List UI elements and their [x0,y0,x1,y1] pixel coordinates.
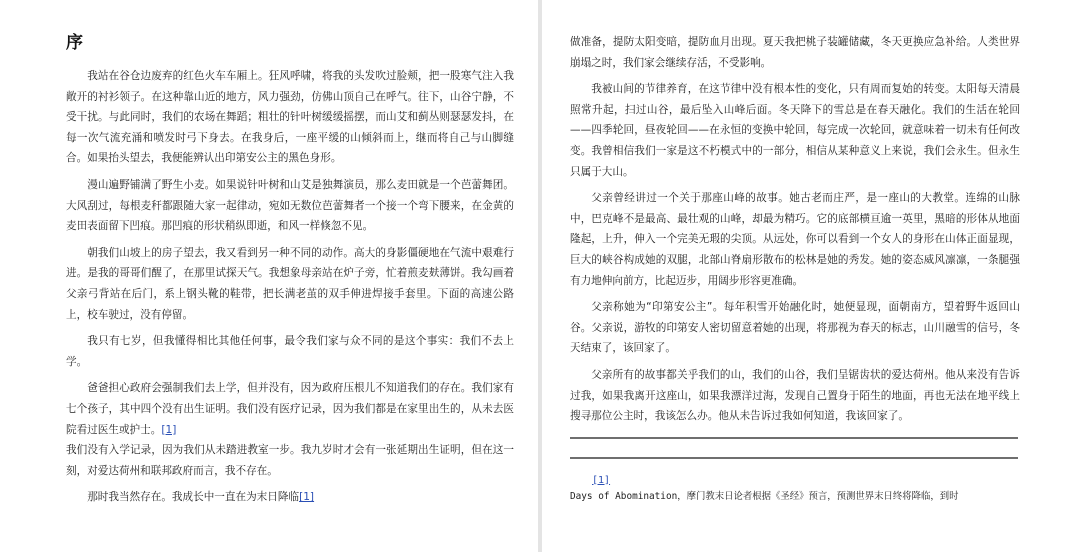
footnote-backlink[interactable]: [1] [592,474,611,486]
footnote-link[interactable]: [1] [299,491,315,504]
paragraph: 做准备，提防太阳变暗，提防血月出现。夏天我把桃子装罐储藏，冬天更换应急补给。人类世界崩塌之时，我们家会继续存活，不受影响。 [570,36,1020,69]
footnote [570,473,1020,505]
paragraph: 漫山遍野铺满了野生小麦。如果说针叶树和山艾是独舞演员，那么麦田就是一个芭蕾舞团。大风刮过，每根麦秆都跟随大家一起律动，宛如无数位芭蕾舞者一个接一个弯下腰来，在金黄的麦田表面留下凹痕。那凹痕的形状稍纵即逝，和风一样倏忽不见。 [66,178,514,233]
footnote-separator [570,437,1018,439]
paragraph: 我们没有入学记录，因为我们从未踏进教室一步。我九岁时才会有一张延期出生证明，但在这一刻，对爱达荷州和联邦政府而言，我不存在。 [66,444,514,477]
paragraph: 父亲曾经讲过一个关于那座山峰的故事。她古老而庄严，是一座山的大教堂。连绵的山脉中，巴克峰不是最高、最壮观的山峰，却最为精巧。它的底部横亘逾一英里，黑暗的形体从地面隆起，上升，伸入一个完美无瑕的尖顶。从远处，你可以看到一个女人的身形在山体正面显现，巨大的峡谷构成她的双腿，北部山脊扇形散布的松林是她的秀发。她的姿态威风凛凛，一条腿强有力地伸向前方，比起迈步，用阔步形容更准确。 [570,192,1020,287]
paragraph: 我站在谷仓边废弃的红色火车车厢上。狂风呼啸，将我的头发吹过脸颊，把一股寒气注入我敞开的衬衫领子。在这种靠山近的地方，风力强劲，仿佛山顶自己在呼气。往下，山谷宁静，不受干扰。与此同时，我们的农场在舞蹈；粗壮的针叶树缓缓摇摆，而山艾和蓟丛则瑟瑟发抖，在每一次气流充涌和喷发时弓下身去。在我身后，一座平缓的山倾斜而上，继而将自己与山脚缝合。如果抬头望去，我便能辨认出印第安公主的黑色身形。 [66,70,514,165]
paragraph: 父亲所有的故事都关乎我们的山，我们的山谷，我们呈锯齿状的爱达荷州。他从来没有告诉过我，如果我离开这座山，如果我漂洋过海，发现自己置身于陌生的地面，再也无法在地平线上搜寻那位公主时，我该怎么办。他从未告诉过我如何知道，我该回家了。 [570,368,1020,423]
paragraph [66,378,514,440]
footnote-separator [570,457,1018,459]
paragraph: 父亲称她为“印第安公主”。每年积雪开始融化时，她便显现，面朝南方，望着野牛返回山谷。父亲说，游牧的印第安人密切留意着她的出现，将那视为春天的标志，山川融雪的信号，冬天结束了，该回家了。 [570,301,1020,355]
paragraph: 朝我们山坡上的房子望去，我又看到另一种不同的动作。高大的身影僵硬地在气流中艰难行进。是我的哥哥们醒了，在那里试探天气。我想象母亲站在炉子旁，忙着煎麦麸薄饼。我勾画着父亲弓背站在后门，系上钢头靴的鞋带，把长满老茧的双手伸进焊接手套里。下面的高速公路上，校车驶过，没有停留。 [66,246,514,321]
paragraph: 我被山间的节律养育，在这节律中没有根本性的变化，只有周而复始的转变。太阳每天清晨照常升起，扫过山谷，最后坠入山峰后面。冬天降下的雪总是在春天融化。我们的生活在轮回——四季轮回，昼夜轮回——在永恒的变换中轮回，每完成一次轮回，就意味着一切未有任何改变。我曾相信我们一家是这不朽模式中的一部分，相信从某种意义上来说，我们会永生。但永生只属于大山。 [570,83,1020,178]
footnote-text: Days of Abomination，摩门教末日论者根据《圣经》预言，预测世界末日终将降临，到时 [570,490,959,502]
left-page [0,0,538,552]
right-page [542,0,1080,552]
paragraph [66,487,514,508]
footnote-link[interactable]: [1] [161,423,177,436]
paragraph: 我只有七岁，但我懂得相比其他任何事，最令我们家与众不同的是这个事实：我们不去上学。 [66,335,514,368]
paragraph-text: 那时我当然存在。我成长中一直在为末日降临 [87,491,300,504]
paragraph-text: 爸爸担心政府会强制我们去上学，但并没有，因为政府压根儿不知道我们的存在。我们家有七个孩子，其中四个没有出生证明。我们没有医疗记录，因为我们都是在家里出生的，从未去医院看过医生或护士。 [66,382,514,436]
chapter-title: 序 [66,33,83,53]
